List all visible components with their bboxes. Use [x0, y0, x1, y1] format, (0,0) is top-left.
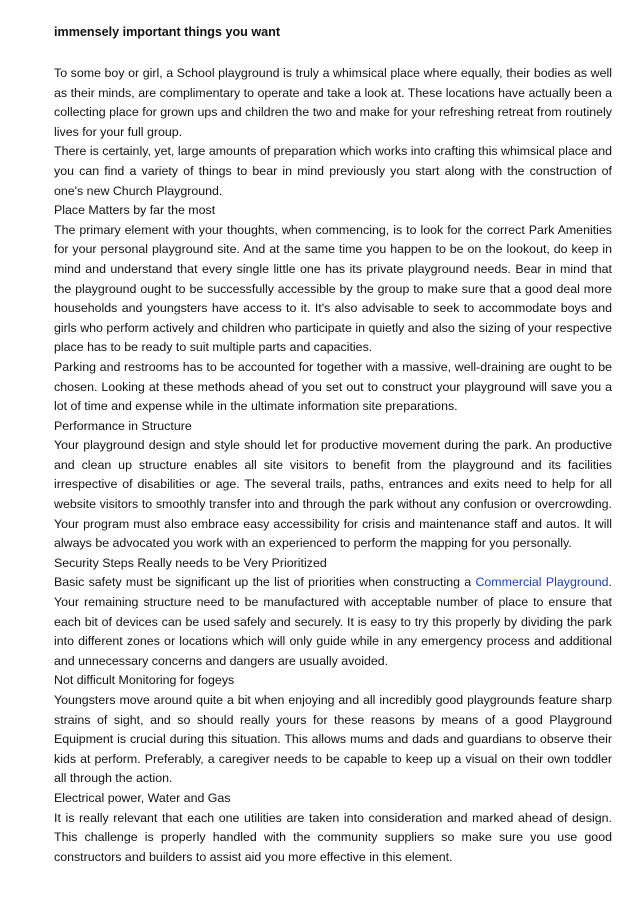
- paragraph-text: Basic safety must be significant up the list of priorities when constructing a: [54, 575, 476, 590]
- section-heading: Electrical power, Water and Gas: [54, 790, 231, 805]
- section-heading: Place Matters by far the most: [54, 203, 216, 218]
- section-heading: Performance in Structure: [54, 418, 192, 433]
- paragraph: Your playground design and style should let for productive movement during the park. An productive and clean up structure enables all site visitors to benefit from the playground and its facilities irrespective of disabilities or age. The several trails, paths, entrances and exits need to help for all website visitors to smoothly transfer into and through the park without any confusion or overcrowding. Your program must also embrace easy accessibility for crisis and maintenance staff and autos. It will always be advocated you work with an experienced to perform the mapping for you personally.: [54, 438, 612, 551]
- paragraph: Parking and restrooms has to be accounted for together with a massive, well-draining are ought to be chosen. Looking at these methods ahead of you set out to construct your playground will save you a lot of time and expense while in the ultimate information site preparations.: [54, 359, 612, 414]
- paragraph: To some boy or girl, a School playground is truly a whimsical place where equally, their bodies as well as their minds, are complimentary to operate and take a look at. These locations have actually been a collecting place for grown ups and children the two and make for your refreshing retreat from routinely lives for your full group.: [54, 66, 612, 139]
- paragraph: The primary element with your thoughts, when commencing, is to look for the correct Park Amenities for your personal playground site. And at the same time you happen to be on the lookout, do keep in mind and understand that every single little one has its private playground needs. Bear in mind that the playground ought to be successfully accessible by the group to make sure that a good deal more households and youngsters have access to it. It's also advisable to seek to accommodate boys and girls who perform actively and children who participate in quietly and also the sizing of your respective place has to be ready to suit multiple parts and capacities.: [54, 222, 612, 355]
- section-heading: Security Steps Really needs to be Very Prioritized: [54, 555, 327, 570]
- paragraph-text: . Your remaining structure need to be manufactured with acceptable number of place to ensure that each bit of devices can be used safely and securely. It is easy to try this properly by dividing the park into different zones or locations which will only guide while in any emergency process and additional and unnecessary concerns and dangers are usually avoided.: [54, 575, 612, 668]
- paragraph: Youngsters move around quite a bit when enjoying and all incredibly good playgrounds feature sharp strains of sight, and so should really yours for these reasons by means of a good Playground Equipment is crucial during this situation. This allows mums and dads and guardians to observe their kids at perform. Preferably, a caregiver needs to be capable to keep up a visual on their own toddler all through the action.: [54, 693, 612, 786]
- section-heading: Not difficult Monitoring for fogeys: [54, 673, 235, 688]
- document-title: immensely important things you want: [54, 25, 281, 39]
- paragraph: It is really relevant that each one utilities are taken into consideration and marked ahead of design. This challenge is properly handled with the community suppliers so make sure you use good constructors and builders to assist aid you more effective in this element.: [54, 810, 612, 864]
- commercial-playground-link[interactable]: Commercial Playground: [475, 575, 609, 590]
- paragraph-with-link: [54, 573, 612, 671]
- document-page: [54, 24, 612, 867]
- document-body: [54, 64, 612, 867]
- paragraph: There is certainly, yet, large amounts of preparation which works into crafting this whimsical place and you can find a variety of things to bear in mind previously you start along with the construction of one's new Church Playground.: [54, 144, 612, 198]
